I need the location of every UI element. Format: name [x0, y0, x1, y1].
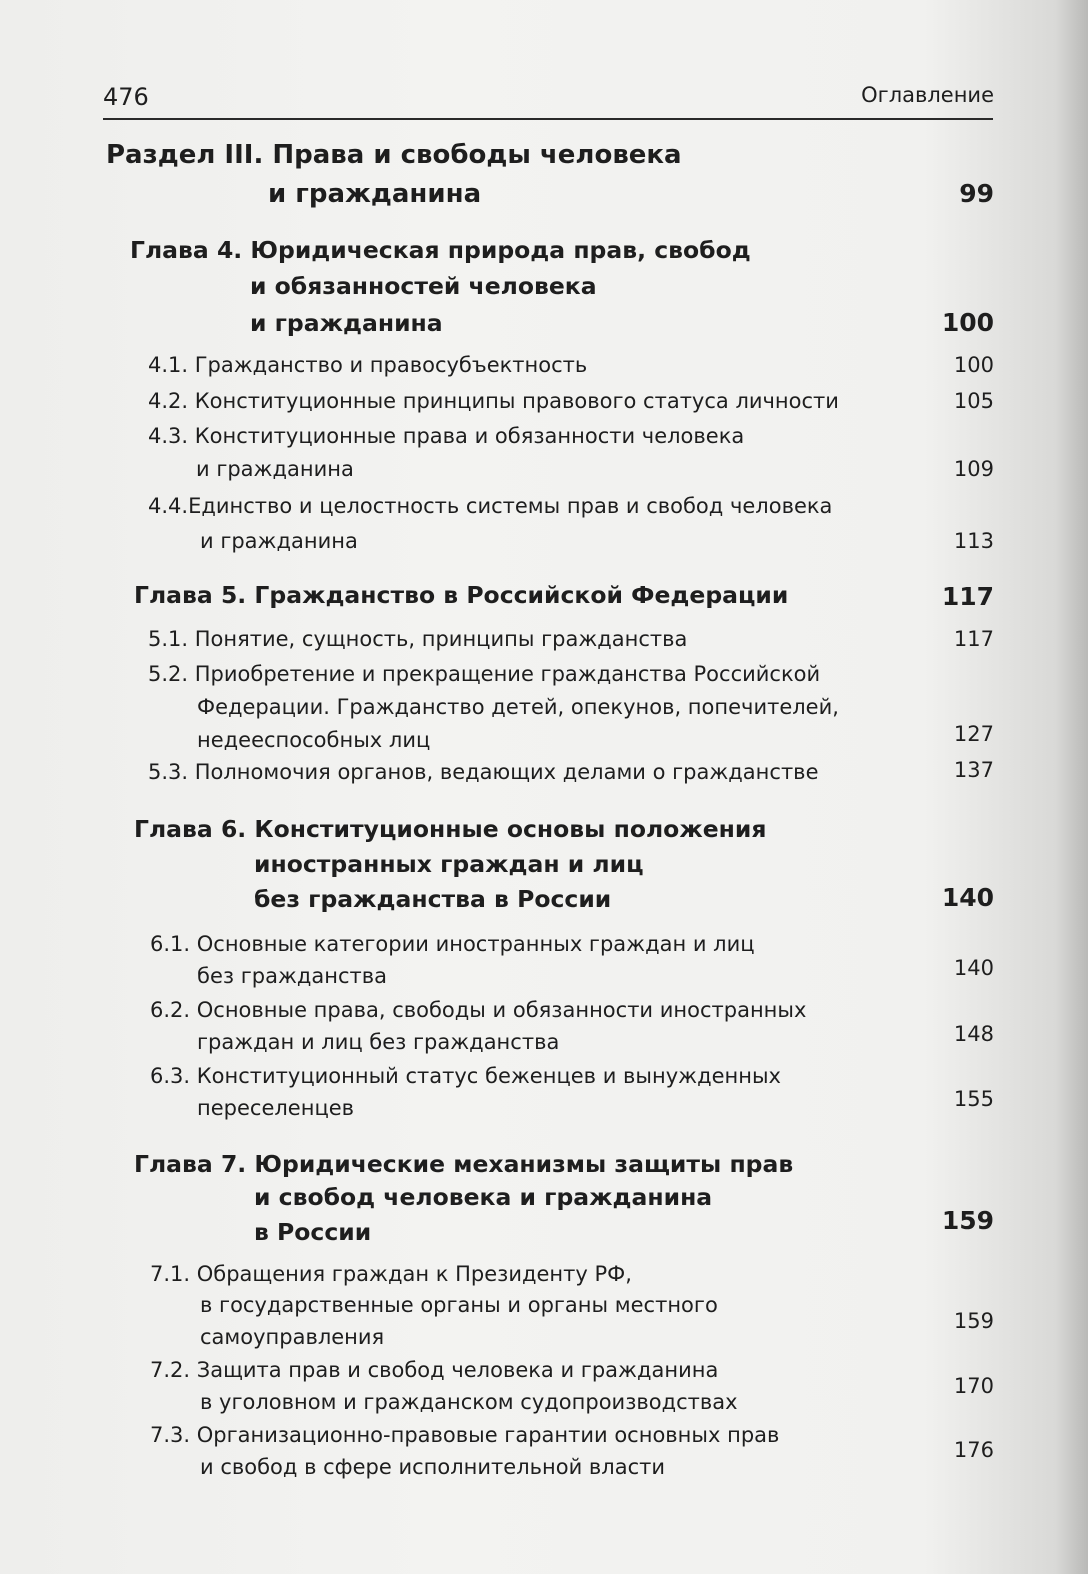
- toc-entry-cont: и свобод в сфере исполнительной власти: [200, 1455, 666, 1479]
- entry-page[interactable]: 105: [953, 389, 994, 413]
- entry-page[interactable]: 148: [953, 1022, 994, 1046]
- toc-entry: 4.2. Конституционные принципы правового статуса личности: [148, 389, 839, 413]
- chapter-title-cont: в России: [254, 1218, 372, 1246]
- toc-entry-cont: недееспособных лиц: [197, 728, 431, 752]
- entry-page[interactable]: 113: [953, 529, 994, 553]
- chapter-title-cont: без гражданства в России: [254, 885, 612, 913]
- toc-entry: 5.1. Понятие, сущность, принципы гражданства: [148, 627, 688, 651]
- chapter-title-cont: и свобод человека и гражданина: [254, 1183, 713, 1211]
- chapter-title-cont: и гражданина: [250, 309, 443, 337]
- toc-entry: 7.3. Организационно-правовые гарантии основных прав: [150, 1423, 780, 1447]
- chapter-page[interactable]: 100: [941, 308, 994, 337]
- entry-page[interactable]: 140: [953, 956, 994, 980]
- entry-page[interactable]: 137: [953, 758, 994, 782]
- entry-page[interactable]: 176: [953, 1438, 994, 1462]
- toc-entry: 4.3. Конституционные права и обязанности человека: [148, 424, 745, 448]
- entry-page[interactable]: 159: [953, 1309, 994, 1333]
- entry-page[interactable]: 100: [953, 353, 994, 377]
- chapter-title: Глава 4. Юридическая природа прав, свобод: [130, 236, 751, 264]
- toc-entry: 6.1. Основные категории иностранных граждан и лиц: [150, 932, 755, 956]
- toc-entry: 7.1. Обращения граждан к Президенту РФ,: [150, 1262, 632, 1286]
- toc-entry: 5.2. Приобретение и прекращение гражданства Российской: [148, 662, 821, 686]
- chapter-title: Глава 7. Юридические механизмы защиты прав: [134, 1150, 794, 1178]
- entry-page[interactable]: 127: [953, 722, 994, 746]
- toc-entry-cont: самоуправления: [200, 1325, 385, 1349]
- entry-page[interactable]: 117: [953, 627, 994, 651]
- entry-page[interactable]: 155: [953, 1087, 994, 1111]
- running-title: Оглавление: [861, 83, 994, 107]
- chapter-title: Глава 6. Конституционные основы положения: [134, 815, 767, 843]
- chapter-page[interactable]: 117: [941, 582, 994, 611]
- toc-entry: 7.2. Защита прав и свобод человека и гражданина: [150, 1358, 719, 1382]
- toc-entry: 4.1. Гражданство и правосубъектность: [148, 353, 588, 377]
- chapter-title-cont: иностранных граждан и лиц: [254, 850, 644, 878]
- toc-entry-cont: Федерации. Гражданство детей, опекунов, попечителей,: [197, 695, 839, 719]
- toc-entry-cont: без гражданства: [197, 964, 388, 988]
- chapter-page[interactable]: 159: [941, 1206, 994, 1235]
- toc-entry-cont: и гражданина: [196, 457, 354, 481]
- chapter-title: Глава 5. Гражданство в Российской Федерации: [134, 581, 789, 609]
- section-page[interactable]: 99: [959, 179, 994, 208]
- page-number: 476: [103, 83, 149, 111]
- toc-entry-cont: в государственные органы и органы местного: [200, 1293, 718, 1317]
- toc-entry-cont: в уголовном и гражданском судопроизводствах: [200, 1390, 738, 1414]
- toc-entry: 4.4.Единство и целостность системы прав и свобод человека: [148, 494, 833, 518]
- toc-entry: 5.3. Полномочия органов, ведающих делами о гражданстве: [148, 760, 819, 784]
- section-title-cont: и гражданина: [268, 179, 482, 209]
- toc-entry-cont: и гражданина: [200, 529, 358, 553]
- chapter-page[interactable]: 140: [941, 883, 994, 912]
- toc-entry-cont: граждан и лиц без гражданства: [197, 1030, 560, 1054]
- toc-entry-cont: переселенцев: [197, 1096, 355, 1120]
- chapter-title-cont: и обязанностей человека: [250, 272, 597, 300]
- section-title: Раздел III. Права и свободы человека: [106, 140, 682, 170]
- entry-page[interactable]: 170: [953, 1374, 994, 1398]
- header-rule: [103, 118, 993, 120]
- entry-page[interactable]: 109: [953, 457, 994, 481]
- toc-entry: 6.3. Конституционный статус беженцев и вынужденных: [150, 1064, 781, 1088]
- toc-entry: 6.2. Основные права, свободы и обязанности иностранных: [150, 998, 807, 1022]
